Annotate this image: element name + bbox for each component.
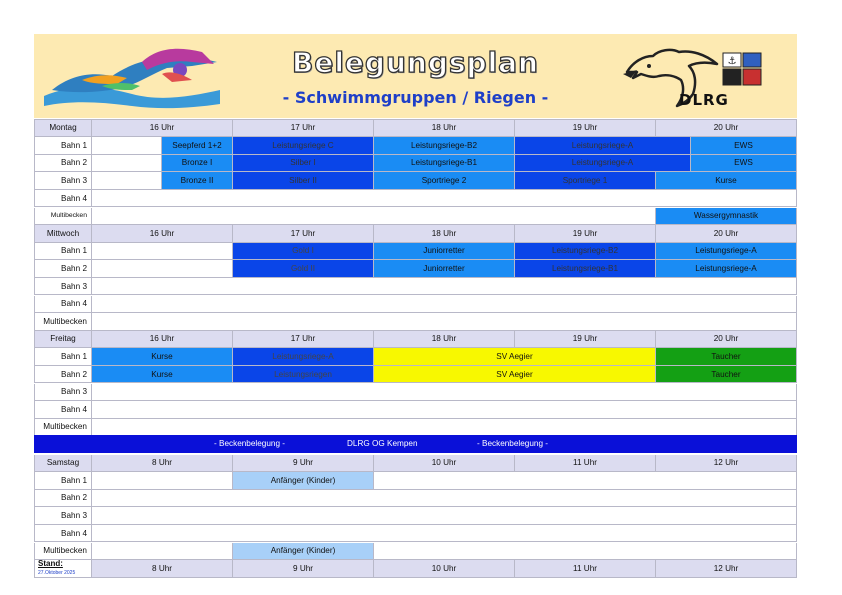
empty-slot: [92, 313, 797, 331]
time-header: 16 Uhr: [92, 225, 233, 243]
time-header: 12 Uhr: [656, 455, 797, 473]
empty-slot: [92, 472, 233, 490]
schedule-slot: SV Aegier: [374, 366, 656, 384]
lane-label: Bahn 4: [34, 525, 92, 543]
time-header: 17 Uhr: [233, 120, 374, 138]
time-header: 19 Uhr: [515, 331, 656, 349]
schedule-slot: Leistungsriege-A: [656, 243, 797, 261]
schedule-slot: Wassergymnastik: [656, 208, 797, 226]
schedule-slot: Anfänger (Kinder): [233, 543, 374, 561]
empty-slot: [92, 137, 162, 155]
time-header: 20 Uhr: [656, 331, 797, 349]
banner-right-text: - Beckenbelegung -: [477, 439, 549, 448]
table-row: [34, 313, 797, 331]
day-label-freitag: Freitag: [34, 331, 92, 349]
empty-slot: [92, 419, 797, 437]
empty-slot: [92, 155, 162, 173]
schedule-slot: Leistungsriege-A: [515, 155, 691, 173]
empty-slot: [92, 278, 797, 296]
table-row: [34, 348, 797, 366]
freitag-header-row: [34, 331, 797, 349]
mittwoch-header-row: [34, 225, 797, 243]
schedule-slot: Leistungsriege-B1: [515, 260, 656, 278]
lane-label: Bahn 3: [34, 172, 92, 190]
time-header: 8 Uhr: [92, 455, 233, 473]
lane-label: Bahn 1: [34, 348, 92, 366]
lane-label: Multibecken: [34, 313, 92, 331]
schedule-slot: Bronze I: [162, 155, 233, 173]
lane-label: Bahn 2: [34, 260, 92, 278]
day-label-samstag: Samstag: [34, 455, 92, 473]
lane-label: Multibecken: [34, 419, 92, 437]
empty-slot: [92, 401, 797, 419]
table-row: [34, 419, 797, 437]
section-banner: [34, 435, 797, 453]
time-header: 11 Uhr: [515, 455, 656, 473]
table-row: [34, 490, 797, 508]
schedule-slot: Gold I: [233, 243, 374, 261]
lane-label: Bahn 3: [34, 384, 92, 402]
empty-slot: [92, 172, 162, 190]
banner-left-text: - Beckenbelegung -: [214, 439, 286, 448]
empty-slot: [92, 384, 797, 402]
time-header: 8 Uhr: [92, 560, 233, 578]
schedule-slot: Sportriege 1: [515, 172, 656, 190]
schedule-slot: Sportriege 2: [374, 172, 515, 190]
lane-label: Bahn 3: [34, 507, 92, 525]
table-row: [34, 190, 797, 208]
time-header: 18 Uhr: [374, 331, 515, 349]
time-header: 10 Uhr: [374, 560, 515, 578]
crest-icon: [722, 52, 762, 86]
time-header: 18 Uhr: [374, 120, 515, 138]
lane-label: Bahn 1: [34, 243, 92, 261]
banner-center-text: DLRG OG Kempen: [347, 439, 418, 448]
lane-label: Multibecken: [34, 208, 92, 226]
schedule-slot: Leistungsriege-B2: [515, 243, 656, 261]
schedule-slot: Leistungsriege-B2: [374, 137, 515, 155]
lane-label: Bahn 2: [34, 366, 92, 384]
schedule-slot: EWS: [691, 155, 797, 173]
stand-date: 27.Oktober 2025: [38, 570, 76, 576]
schedule-slot: Leistungsriege-A: [656, 260, 797, 278]
table-row: [34, 384, 797, 402]
empty-slot: [92, 260, 233, 278]
time-header: 9 Uhr: [233, 560, 374, 578]
empty-slot: [374, 472, 797, 490]
table-row: [34, 543, 797, 561]
day-label-montag: Montag: [34, 120, 92, 138]
empty-slot: [92, 525, 797, 543]
schedule-slot: Juniorretter: [374, 243, 515, 261]
page-title: Belegungsplan: [291, 46, 539, 79]
time-header: 18 Uhr: [374, 225, 515, 243]
stand-label: Stand:: [38, 559, 63, 568]
schedule-slot: Leistungsriege-A: [515, 137, 691, 155]
table-row: [34, 472, 797, 490]
empty-slot: [92, 490, 797, 508]
schedule-slot: EWS: [691, 137, 797, 155]
schedule-slot: Kurse: [656, 172, 797, 190]
schedule-slot: Leistungsriege C: [233, 137, 374, 155]
schedule-slot: Taucher: [656, 348, 797, 366]
table-row: [34, 507, 797, 525]
time-header: 11 Uhr: [515, 560, 656, 578]
time-header: 19 Uhr: [515, 225, 656, 243]
schedule-slot: Leistungsriegen: [233, 366, 374, 384]
time-header: 9 Uhr: [233, 455, 374, 473]
svg-text:⚓: ⚓: [727, 56, 737, 67]
table-row: [34, 401, 797, 419]
table-row: [34, 366, 797, 384]
empty-slot: [374, 543, 797, 561]
time-header: 17 Uhr: [233, 225, 374, 243]
schedule-slot: Kurse: [92, 366, 233, 384]
time-header: 20 Uhr: [656, 120, 797, 138]
header-banner: [34, 34, 797, 118]
time-header: 16 Uhr: [92, 120, 233, 138]
page-subtitle: - Schwimmgruppen / Riegen -: [282, 88, 549, 107]
table-row: [34, 296, 797, 314]
lane-label: Bahn 2: [34, 155, 92, 173]
schedule-slot: Kurse: [92, 348, 233, 366]
schedule-slot: Gold II: [233, 260, 374, 278]
lane-label: Bahn 1: [34, 472, 92, 490]
schedule-slot: Anfänger (Kinder): [233, 472, 374, 490]
time-header: 19 Uhr: [515, 120, 656, 138]
samstag-header-row: [34, 455, 797, 473]
lane-label: Bahn 4: [34, 296, 92, 314]
empty-slot: [92, 507, 797, 525]
schedule-slot: Seepferd 1+2: [162, 137, 233, 155]
schedule-slot: Juniorretter: [374, 260, 515, 278]
empty-slot: [92, 243, 233, 261]
time-header: 12 Uhr: [656, 560, 797, 578]
table-row: [34, 208, 797, 226]
empty-slot: [92, 208, 656, 226]
lane-label: Bahn 1: [34, 137, 92, 155]
table-row: [34, 172, 797, 190]
time-header: 10 Uhr: [374, 455, 515, 473]
time-header: 20 Uhr: [656, 225, 797, 243]
time-header: 17 Uhr: [233, 331, 374, 349]
table-row: [34, 243, 797, 261]
schedule-slot: Leistungsriege-A: [233, 348, 374, 366]
table-row: [34, 278, 797, 296]
table-row: [34, 525, 797, 543]
lane-label: Bahn 4: [34, 401, 92, 419]
dlrg-logo-text: DLRG: [679, 91, 729, 109]
schedule-slot: Silber II: [233, 172, 374, 190]
time-header: 16 Uhr: [92, 331, 233, 349]
empty-slot: [92, 543, 233, 561]
table-row: [34, 155, 797, 173]
schedule-slot: Bronze II: [162, 172, 233, 190]
empty-slot: [92, 296, 797, 314]
table-row: [34, 137, 797, 155]
lane-label: Multibecken: [34, 543, 92, 561]
lane-label: Bahn 4: [34, 190, 92, 208]
footer-time-row: [34, 560, 797, 578]
day-label-mittwoch: Mittwoch: [34, 225, 92, 243]
schedule-slot: Taucher: [656, 366, 797, 384]
montag-header-row: [34, 120, 797, 138]
schedule-slot: Silber I: [233, 155, 374, 173]
table-row: [34, 260, 797, 278]
lane-label: Bahn 2: [34, 490, 92, 508]
schedule-slot: SV Aegier: [374, 348, 656, 366]
schedule-slot: Leistungsriege-B1: [374, 155, 515, 173]
empty-slot: [92, 190, 797, 208]
lane-label: Bahn 3: [34, 278, 92, 296]
